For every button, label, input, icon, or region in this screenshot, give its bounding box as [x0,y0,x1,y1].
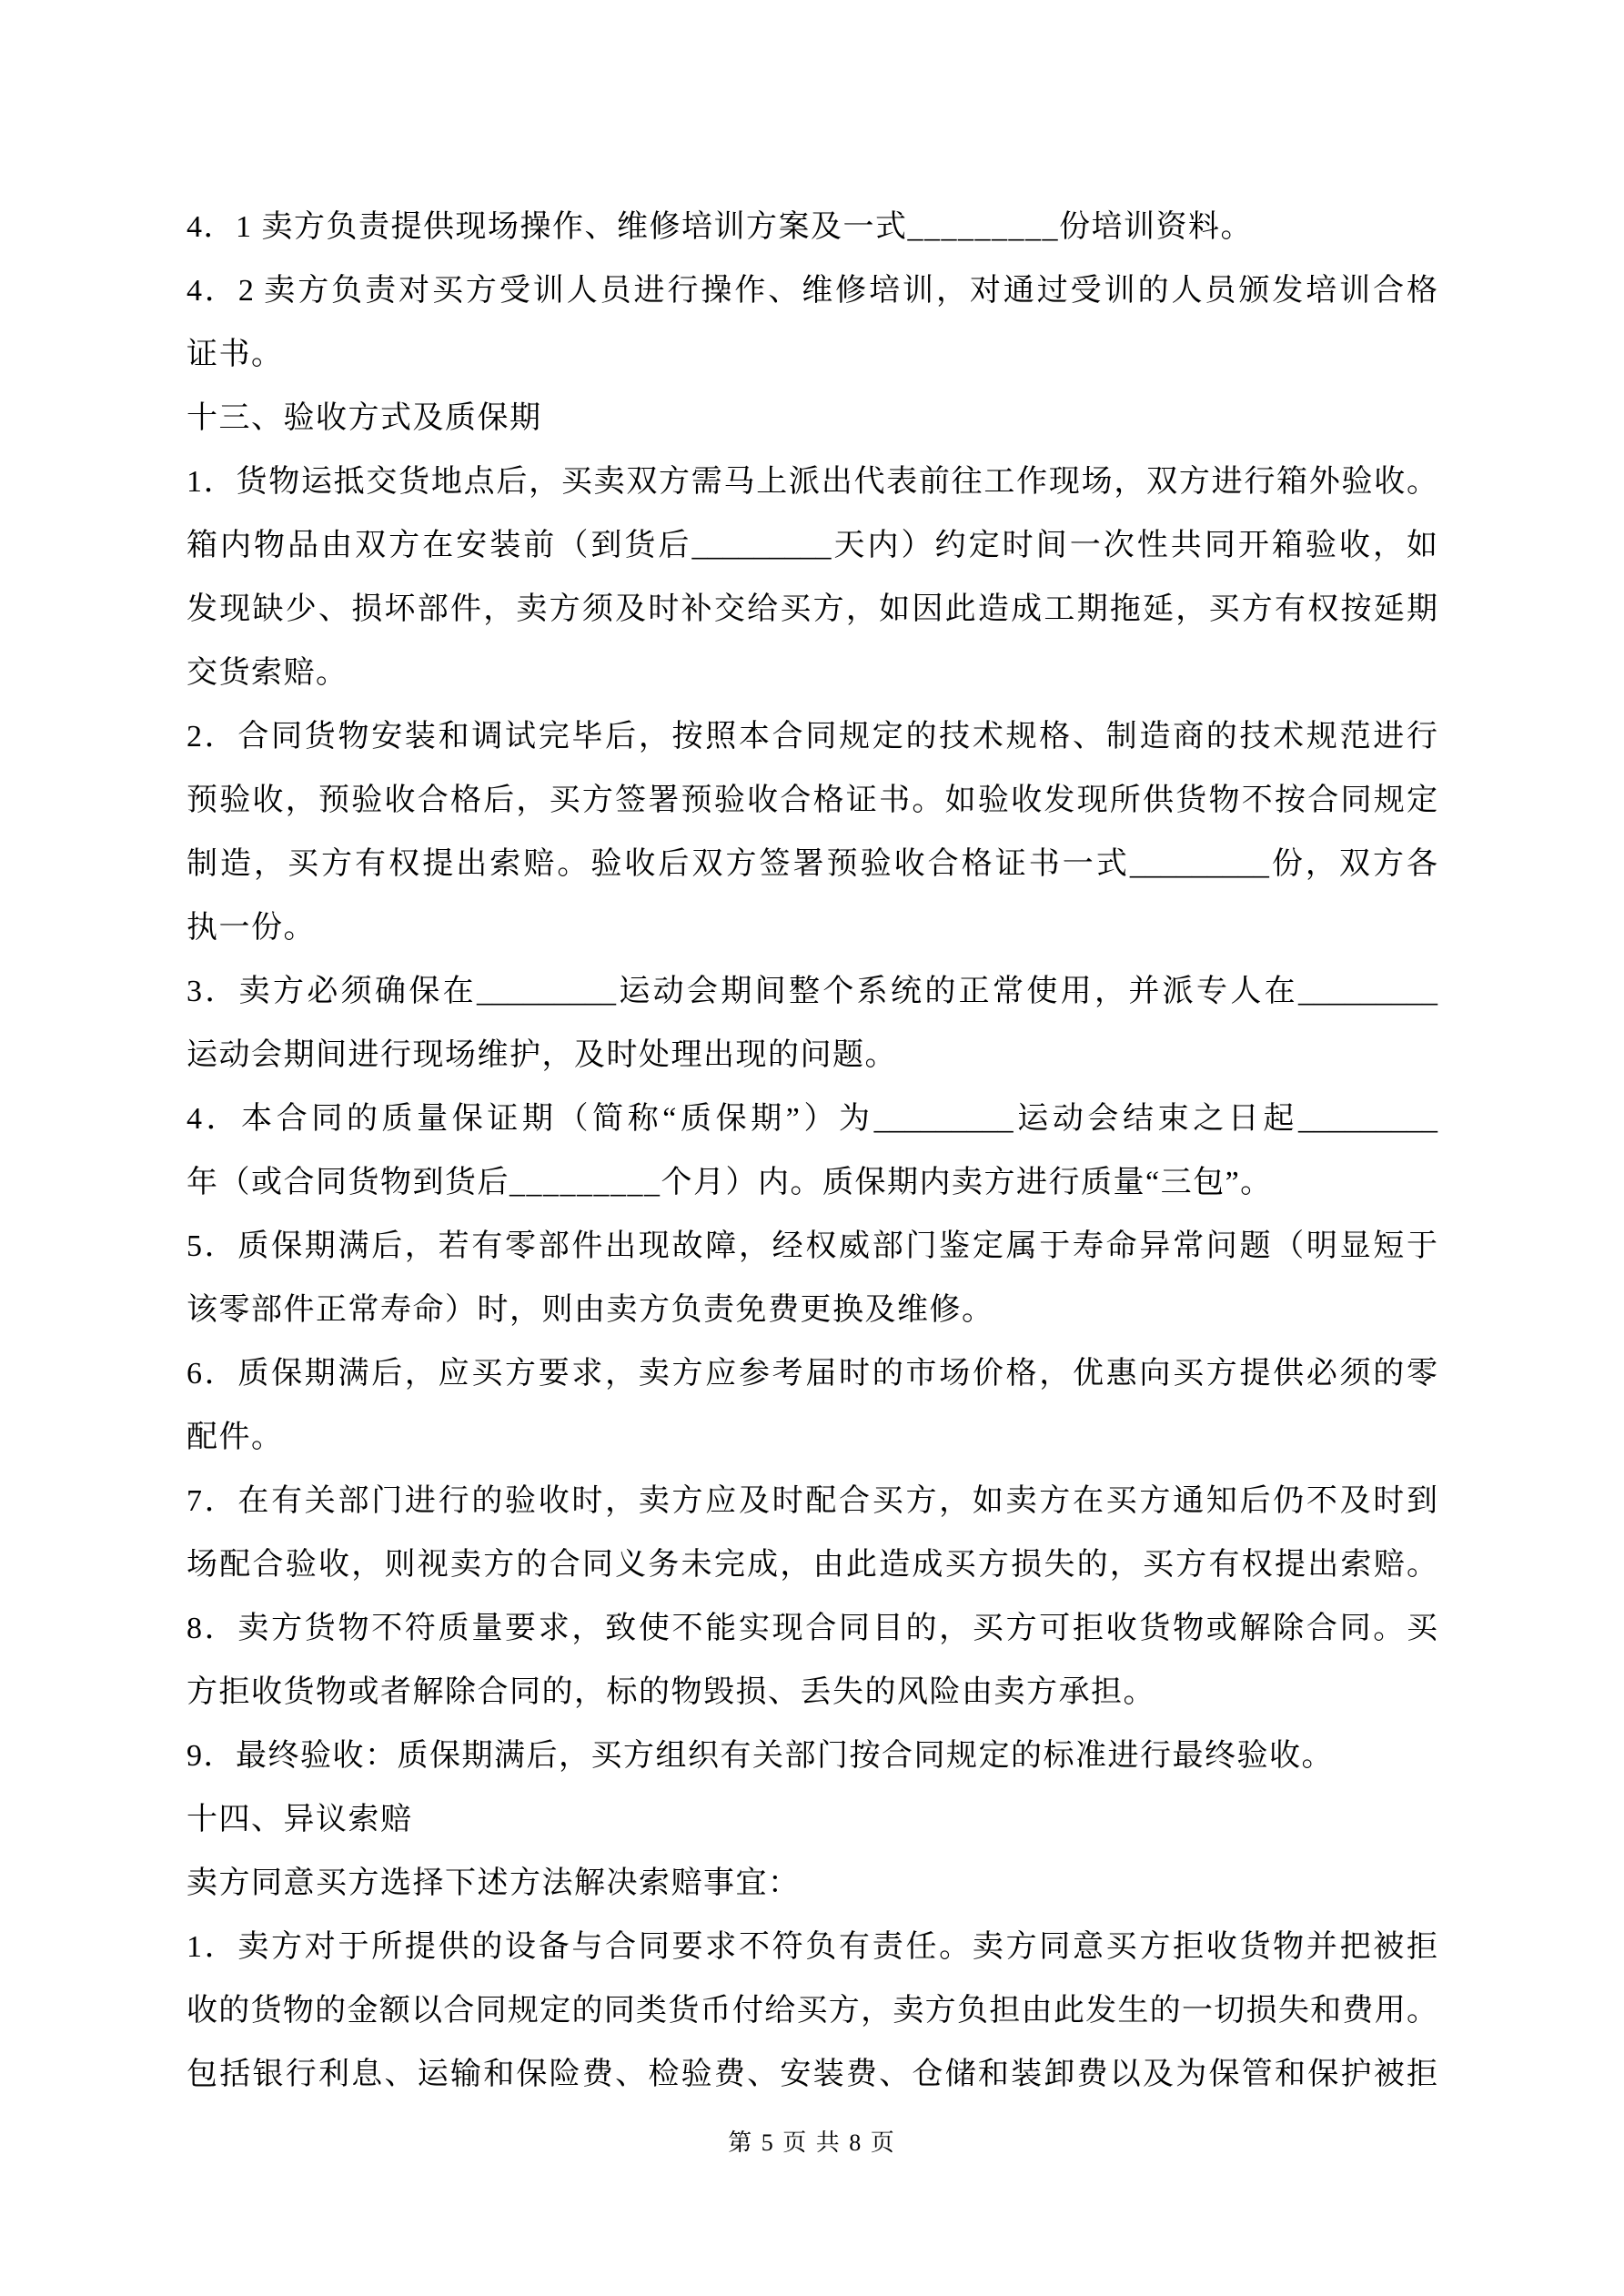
text-line: 交货索赔。 [187,656,348,690]
text-line: 制造，买方有权提出索赔。验收后双方签署预验收合格证书一式_________份，双方各 [187,847,1437,881]
text-line: 证书。 [187,338,284,371]
text-line: 执一份。 [187,911,316,945]
text-line: 1．货物运抵交货地点后，买卖双方需马上派出代表前往工作现场，双方进行箱外验收。 [187,465,1437,499]
text-line: 场配合验收，则视卖方的合同义务未完成，由此造成买方损失的，买方有权提出索赔。 [187,1548,1437,1582]
text-line: 6．质保期满后，应买方要求，卖方应参考届时的市场价格，优惠向买方提供必须的零 [187,1357,1437,1391]
text-line: 3．卖方必须确保在_________运动会期间整个系统的正常使用，并派专人在_________ [187,975,1437,1008]
text-line: 年（或合同货物到货后_________个月）内。质保期内卖方进行质量“三包”。 [187,1166,1273,1199]
text-line: 该零部件正常寿命）时，则由卖方负责免费更换及维修。 [187,1293,994,1327]
text-line: 1．卖方对于所提供的设备与合同要求不符负有责任。卖方同意买方拒收货物并把被拒 [187,1930,1437,1964]
text-line: 7．在有关部门进行的验收时，卖方应及时配合买方，如卖方在买方通知后仍不及时到 [187,1484,1437,1518]
text-line: 预验收，预验收合格后，买方签署预验收合格证书。如验收发现所供货物不按合同规定 [187,784,1437,817]
text-line: 发现缺少、损坏部件，卖方须及时补交给买方，如因此造成工期拖延，买方有权按延期 [187,592,1437,626]
page-number-text: 第 5 页 共 8 页 [728,2129,896,2156]
page-footer [0,2124,1624,2158]
text-line: 配件。 [187,1421,284,1454]
text-line: 箱内物品由双方在安装前（到货后_________天内）约定时间一次性共同开箱验收，如 [187,529,1437,562]
text-line: 2．合同货物安装和调试完毕后，按照本合同规定的技术规格、制造商的技术规范进行 [187,720,1437,754]
text-line: 4．2 卖方负责对买方受训人员进行操作、维修培训，对通过受训的人员颁发培训合格 [187,274,1437,308]
section-heading: 十四、异议索赔 [187,1803,413,1836]
text-line: 4．1 卖方负责提供现场操作、维修培训方案及一式_________份培训资料。 [187,210,1253,244]
text-line: 包括银行利息、运输和保险费、检验费、安装费、仓储和装卸费以及为保管和保护被拒 [187,2058,1437,2091]
text-line: 卖方同意买方选择下述方法解决索赔事宜： [187,1866,801,1900]
text-line: 8．卖方货物不符质量要求，致使不能实现合同目的，买方可拒收货物或解除合同。买 [187,1612,1437,1645]
text-line: 9．最终验收：质保期满后，买方组织有关部门按合同规定的标准进行最终验收。 [187,1739,1334,1773]
section-heading: 十三、验收方式及质保期 [187,401,542,435]
text-line: 运动会期间进行现场维护，及时处理出现的问题。 [187,1038,897,1072]
text-line: 5．质保期满后，若有零部件出现故障，经权威部门鉴定属于寿命异常问题（明显短于 [187,1229,1437,1263]
text-line: 4．本合同的质量保证期（简称“质保期”）为_________运动会结束之日起_________ [187,1102,1437,1136]
text-line: 收的货物的金额以合同规定的同类货币付给买方，卖方负担由此发生的一切损失和费用。 [187,1994,1437,2028]
text-line: 方拒收货物或者解除合同的，标的物毁损、丢失的风险由卖方承担。 [187,1675,1155,1709]
